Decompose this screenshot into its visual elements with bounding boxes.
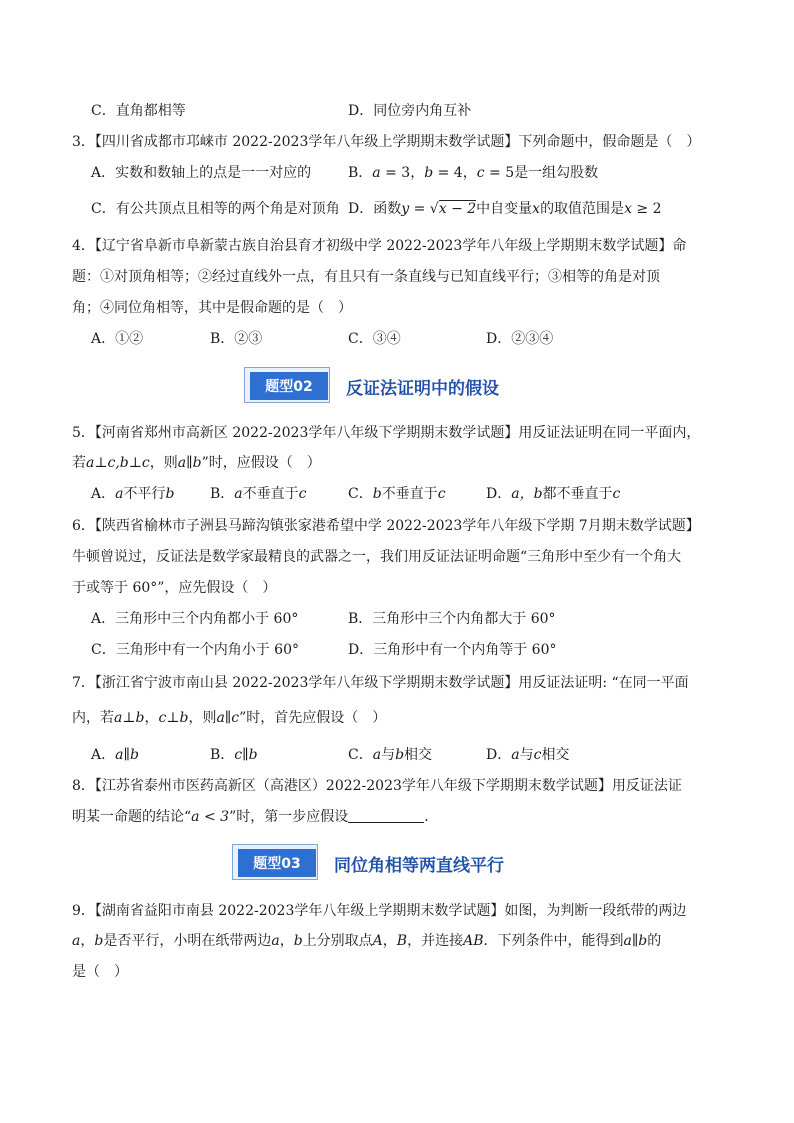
q4-option-b: B．②③ bbox=[210, 331, 263, 347]
q6-stem-line3: 于或等于 60°”，应先假设（ ） bbox=[72, 580, 277, 596]
q7-option-d: D．a与c相交 bbox=[486, 747, 570, 763]
q7-stem-line1: 7．【浙江省宁波市南山县 2022-2023学年八年级下学期期末数学试题】用反证法证明: “在同一平面 bbox=[72, 675, 689, 691]
q5-option-b: B．a不垂直于c bbox=[210, 486, 307, 502]
q7-option-a: A．a∥b bbox=[91, 747, 139, 763]
q7-stem-line2: 内，若a⊥b，c⊥b，则a∥c”时，首先应假设（ ） bbox=[72, 710, 387, 726]
q8-stem-line2: 明某一命题的结论“a < 3”时，第一步应假设 ． bbox=[72, 809, 439, 825]
q6-stem-line1: 6．【陕西省榆林市子洲县马蹄沟镇张家港希望中学 2022-2023学年八年级下学期 7月期末数学试题】 bbox=[72, 518, 700, 534]
q4-stem-line3: 角；④同位角相等，其中是假命题的是（ ） bbox=[72, 300, 352, 316]
q6-stem-line2: 牛顿曾说过，反证法是数学家最精良的武器之一，我们用反证法证明命题“三角形中至少有一个角大 bbox=[72, 549, 682, 565]
q6-option-a: A．三角形中三个内角都小于 60° bbox=[91, 611, 299, 627]
section-header-02 bbox=[250, 368, 499, 404]
q5-stem-line1: 5．【河南省郑州市高新区 2022-2023学年八年级下学期期末数学试题】用反证法证明在同一平面内， bbox=[72, 425, 701, 441]
q4-option-d: D．②③④ bbox=[486, 331, 554, 347]
q3-option-d: D．函数y = √x − 2中自变量x的取值范围是x ≥ 2 bbox=[348, 201, 662, 217]
q3-stem: 3．【四川省成都市邛崃市 2022-2023学年八年级上学期期末数学试题】下列命题中，假命题是（ ） bbox=[72, 134, 701, 150]
q3-option-a: A．实数和数轴上的点是一一对应的 bbox=[91, 165, 312, 181]
section-badge: 题型02 bbox=[250, 372, 328, 400]
q2-option-c: C．直角都相等 bbox=[91, 103, 186, 119]
q9-stem-line2: a，b是否平行，小明在纸带两边a，b上分别取点A，B，并连接AB．下列条件中，能得到a∥b的 bbox=[72, 933, 662, 949]
answer-blank[interactable] bbox=[348, 808, 424, 823]
q7-option-c: C．a与b相交 bbox=[348, 747, 433, 763]
q5-option-a: A．a不平行b bbox=[91, 486, 175, 502]
q9-stem-line1: 9．【湖南省益阳市南县 2022-2023学年八年级上学期期末数学试题】如图，为判断一段纸带的两边 bbox=[72, 903, 687, 919]
section-title: 同位角相等两直线平行 bbox=[334, 855, 504, 876]
q5-option-c: C．b不垂直于c bbox=[348, 486, 446, 502]
q4-stem-line2: 题：①对顶角相等；②经过直线外一点，有且只有一条直线与已知直线平行；③相等的角是对顶 bbox=[72, 269, 660, 285]
section-header-03 bbox=[238, 845, 504, 881]
q3-option-c: C．有公共顶点且相等的两个角是对顶角 bbox=[91, 201, 340, 217]
section-title: 反证法证明中的假设 bbox=[346, 378, 499, 399]
q3-option-b: B．a = 3，b = 4，c = 5是一组勾股数 bbox=[348, 165, 599, 181]
q4-stem-line1: 4．【辽宁省阜新市阜新蒙古族自治县育才初级中学 2022-2023学年八年级上学期期末数学试题】命 bbox=[72, 238, 687, 254]
q6-option-b: B．三角形中三个内角都大于 60° bbox=[348, 611, 556, 627]
q5-stem-line2: 若a⊥c,b⊥c，则a∥b”时，应假设（ ） bbox=[72, 455, 321, 471]
q5-option-d: D．a，b都不垂直于c bbox=[486, 486, 621, 502]
q9-stem-line3: 是（ ） bbox=[72, 964, 128, 980]
sqrt-expression: x − 2 bbox=[438, 201, 477, 217]
q7-option-b: B．c∥b bbox=[210, 747, 258, 763]
q2-option-d: D．同位旁内角互补 bbox=[348, 103, 472, 119]
q4-option-a: A．①② bbox=[91, 331, 144, 347]
q6-option-c: C．三角形中有一个内角小于 60° bbox=[91, 642, 299, 658]
q6-option-d: D．三角形中有一个内角等于 60° bbox=[348, 642, 557, 658]
section-badge: 题型03 bbox=[238, 849, 316, 877]
q8-stem-line1: 8．【江苏省泰州市医药高新区（高港区）2022-2023学年八年级下学期期末数学试题】用反证法证 bbox=[72, 778, 682, 794]
q4-option-c: C．③④ bbox=[348, 331, 401, 347]
